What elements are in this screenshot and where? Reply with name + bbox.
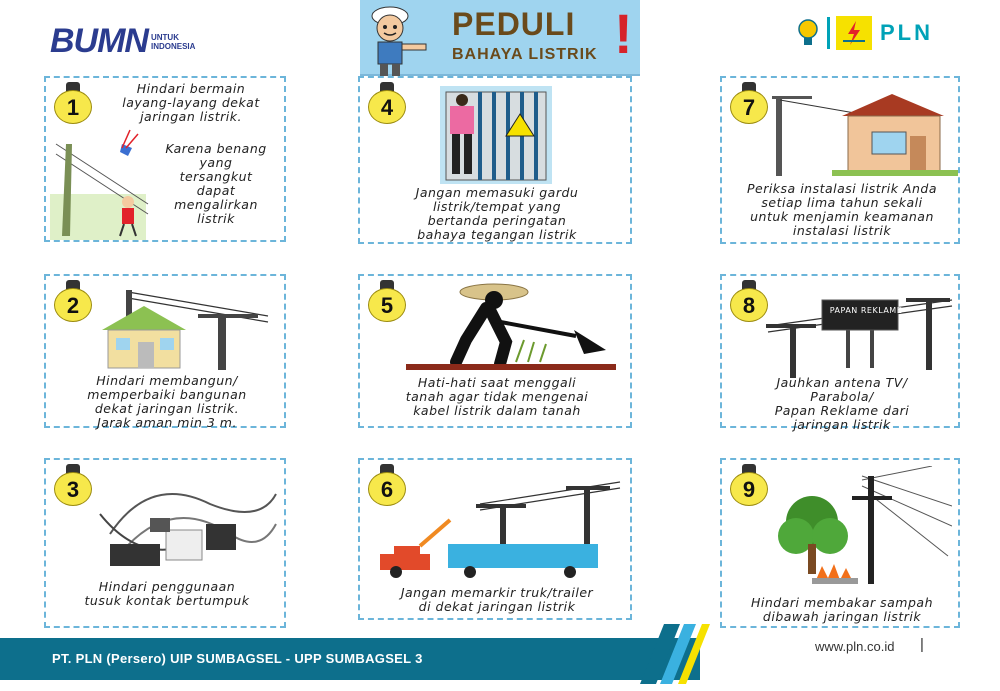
digging-worker-icon bbox=[406, 280, 616, 374]
tip-text-line: listrik bbox=[197, 211, 235, 226]
tip-card-3 bbox=[44, 458, 286, 628]
billboard-sign-text: PAPAN REKLAME bbox=[829, 306, 903, 315]
tip-text-line: Jarak aman min 3 m. bbox=[97, 415, 237, 430]
house-near-powerline-icon bbox=[98, 286, 278, 372]
tip-text-line: bertanda peringatan bbox=[427, 213, 567, 228]
tip-text-line: tusuk kontak bertumpuk bbox=[84, 593, 250, 608]
footer-company: PT. PLN (Persero) UIP SUMBAGSEL - UPP SUMBAGSEL 3 bbox=[52, 651, 423, 666]
tip-number: 2 bbox=[54, 288, 92, 322]
bumn-logo-subtitle: UNTUK INDONESIA bbox=[150, 32, 196, 51]
footer-stripes-decoration bbox=[640, 624, 710, 684]
tip-text-line: Hindari membakar sampah bbox=[751, 595, 933, 610]
tip-text-line: setiap lima tahun sekali bbox=[761, 195, 923, 210]
tip-text-line: Hindari penggunaan bbox=[98, 579, 236, 594]
tip-text-line: di dekat jaringan listrik bbox=[418, 599, 576, 614]
tip-text-line: jaringan listrik bbox=[793, 417, 891, 432]
footer-separator: | bbox=[920, 636, 924, 653]
tip-text-line: Jangan memasuki gardu bbox=[415, 185, 579, 200]
number-bulb-icon bbox=[54, 82, 92, 126]
tip-text-line: listrik/tempat yang bbox=[432, 199, 562, 214]
tip-text-line: dibawah jaringan listrik bbox=[762, 609, 922, 624]
tip-text-line: bahaya tegangan listrik bbox=[417, 227, 577, 242]
bumn-logo-mark: BUMN bbox=[50, 22, 148, 60]
banner-subtitle: BAHAYA LISTRIK bbox=[452, 46, 598, 63]
tip-text-line: Hati-hati saat menggali bbox=[417, 375, 577, 390]
number-bulb-icon bbox=[368, 82, 406, 126]
tip-text-line: Parabola/ bbox=[810, 389, 874, 404]
tip-number: 5 bbox=[368, 288, 406, 322]
tip-number: 3 bbox=[54, 472, 92, 506]
pln-divider bbox=[827, 17, 830, 49]
tip-text-line: Jangan memarkir truk/trailer bbox=[400, 585, 594, 600]
tip-card-4 bbox=[358, 76, 632, 244]
tip-text-line: tersangkut bbox=[179, 169, 253, 184]
tip-card-6 bbox=[358, 458, 632, 620]
tip-text-line: Hindari membangun/ bbox=[96, 373, 238, 388]
burning-trash-near-pole-icon bbox=[772, 466, 952, 586]
banner-exclamation: ! bbox=[614, 2, 633, 65]
pln-bolt-icon bbox=[836, 16, 872, 50]
number-bulb-icon bbox=[368, 280, 406, 324]
billboard-near-powerline-icon bbox=[762, 290, 958, 380]
pln-logo-group bbox=[795, 16, 933, 50]
tip-text-line: untuk menjamin keamanan bbox=[750, 209, 934, 224]
number-bulb-icon bbox=[730, 82, 768, 126]
number-bulb-icon bbox=[54, 280, 92, 324]
lightbulb-logo-icon bbox=[795, 18, 821, 48]
tip-number: 4 bbox=[368, 90, 406, 124]
number-bulb-icon bbox=[54, 464, 92, 508]
tip-text-line: jaringan listrik. bbox=[140, 109, 242, 124]
kite-near-powerline-icon bbox=[50, 124, 150, 240]
tip-card-8 bbox=[720, 274, 960, 432]
overloaded-socket-icon bbox=[90, 474, 280, 578]
tip-card-9 bbox=[720, 458, 960, 628]
tip-text-line: Periksa instalasi listrik Anda bbox=[746, 181, 938, 196]
tip-text-line: memperbaiki bangunan bbox=[87, 387, 247, 402]
tip-text-line: dekat jaringan listrik. bbox=[94, 401, 240, 416]
tip-number: 8 bbox=[730, 288, 768, 322]
tip-text-line: dapat bbox=[196, 183, 236, 198]
tip-text-line: Karena benang bbox=[165, 141, 267, 156]
tip-number: 7 bbox=[730, 90, 768, 124]
tip-text-line: yang bbox=[199, 155, 233, 170]
tip-card-1 bbox=[44, 76, 286, 242]
tip-text-line: instalasi listrik bbox=[792, 223, 892, 238]
tip-card-2 bbox=[44, 274, 286, 428]
tip-card-5 bbox=[358, 274, 632, 428]
house-installation-icon bbox=[772, 86, 958, 178]
tip-number: 9 bbox=[730, 472, 768, 506]
footer-website-link[interactable]: www.pln.co.id bbox=[815, 639, 895, 654]
tip-card-7 bbox=[720, 76, 960, 244]
tip-text-line: Jauhkan antena TV/ bbox=[776, 375, 908, 390]
pln-wordmark: PLN bbox=[880, 20, 933, 45]
substation-gate-icon bbox=[440, 86, 552, 184]
truck-under-powerline-icon bbox=[380, 474, 630, 580]
banner-title: PEDULI bbox=[452, 6, 576, 42]
tip-text-line: Papan Reklame dari bbox=[774, 403, 910, 418]
title-banner bbox=[360, 0, 640, 76]
tip-number: 1 bbox=[54, 90, 92, 124]
worker-mascot-icon bbox=[364, 2, 444, 76]
tip-text-line: layang-layang dekat bbox=[122, 95, 260, 110]
tip-text-line: kabel listrik dalam tanah bbox=[413, 403, 581, 418]
tip-number: 6 bbox=[368, 472, 406, 506]
tip-text-line: tanah agar tidak mengenai bbox=[405, 389, 589, 404]
bumn-logo bbox=[50, 22, 211, 61]
number-bulb-icon bbox=[730, 464, 768, 508]
tip-text-line: mengalirkan bbox=[174, 197, 258, 212]
tip-text-line: Hindari bermain bbox=[136, 81, 246, 96]
